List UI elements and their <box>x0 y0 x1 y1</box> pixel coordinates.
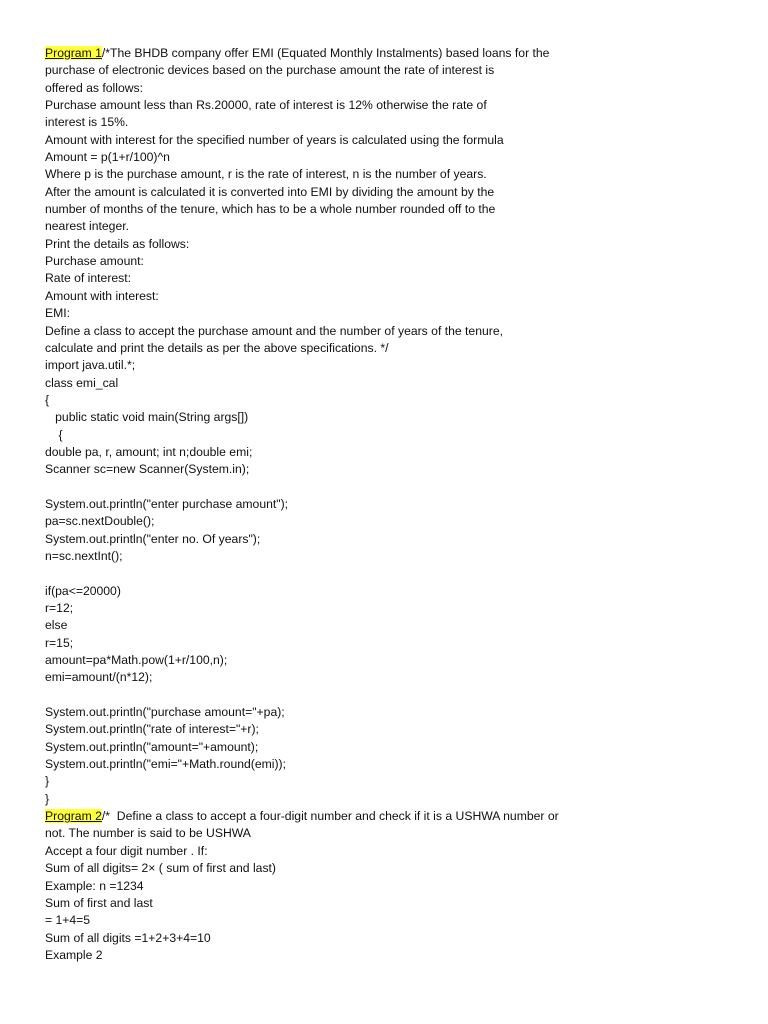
code-line: public static void main(String args[]) <box>45 410 249 425</box>
document-page <box>45 45 745 964</box>
program1-heading: Program 1 <box>45 46 102 60</box>
blank-line <box>45 565 745 582</box>
text-line: not. The number is said to be USHWA <box>45 826 251 841</box>
text-line: Example: n =1234 <box>45 878 144 893</box>
blank-line <box>45 479 745 496</box>
code-line: emi=amount/(n*12); <box>45 670 153 685</box>
program1-intro: /*The BHDB company offer EMI (Equated Monthly Instalments) based loans for the <box>101 46 550 60</box>
text-line: number of months of the tenure, which has to be a whole number rounded off to the <box>45 202 496 217</box>
code-line: System.out.println("amount="+amount); <box>45 739 259 754</box>
text-line: Sum of all digits= 2× ( sum of first and last) <box>45 861 276 876</box>
text-line: Amount with interest for the specified number of years is calculated using the formula <box>45 132 504 147</box>
text-line: interest is 15%. <box>45 115 129 130</box>
text-line: Example 2 <box>45 947 103 962</box>
text-line: Where p is the purchase amount, r is the rate of interest, n is the number of years. <box>45 167 487 182</box>
text-line: calculate and print the details as per the above specifications. */ <box>45 340 389 355</box>
code-line: System.out.println("purchase amount="+pa); <box>45 705 285 720</box>
text-line: Purchase amount: <box>45 254 144 269</box>
program2-heading-line <box>45 808 745 825</box>
text-line: Sum of all digits =1+2+3+4=10 <box>45 930 211 945</box>
text-line: Define a class to accept the purchase amount and the number of years of the tenure, <box>45 323 503 338</box>
text-line: Amount with interest: <box>45 288 159 303</box>
code-line: Scanner sc=new Scanner(System.in); <box>45 462 250 477</box>
code-line: if(pa<=20000) <box>45 583 121 598</box>
text-line: Rate of interest: <box>45 271 132 286</box>
text-line: Purchase amount less than Rs.20000, rate of interest is 12% otherwise the rate of <box>45 98 487 113</box>
text-line: offered as follows: <box>45 80 144 95</box>
code-line: amount=pa*Math.pow(1+r/100,n); <box>45 653 228 668</box>
code-line: { <box>45 427 63 442</box>
program2-heading: Program 2 <box>45 809 102 824</box>
code-line: System.out.println("emi="+Math.round(emi)); <box>45 757 286 772</box>
text-line: = 1+4=5 <box>45 913 91 928</box>
text-line: purchase of electronic devices based on the purchase amount the rate of interest is <box>45 63 495 78</box>
code-line: import java.util.*; <box>45 358 136 373</box>
text-line: Sum of first and last <box>45 895 153 910</box>
code-line: } <box>45 774 50 789</box>
code-line: pa=sc.nextDouble(); <box>45 514 155 529</box>
code-line: class emi_cal <box>45 375 119 390</box>
code-line: { <box>45 392 50 407</box>
text-line: Accept a four digit number . If: <box>45 843 208 858</box>
code-line: r=12; <box>45 601 74 615</box>
code-line: else <box>45 618 68 633</box>
formula-line: Amount = p(1+r/100)^n <box>45 150 170 165</box>
blank-line <box>45 687 745 704</box>
text-line: nearest integer. <box>45 219 130 234</box>
code-line: } <box>45 791 50 806</box>
text-line: After the amount is calculated it is converted into EMI by dividing the amount by the <box>45 184 495 199</box>
program1-heading-line <box>45 45 745 62</box>
program2-intro: /* Define a class to accept a four-digit number and check if it is a USHWA number or <box>101 809 559 824</box>
text-line: Print the details as follows: <box>45 236 190 251</box>
code-line: System.out.println("enter purchase amount"); <box>45 496 289 511</box>
code-line: double pa, r, amount; int n;double emi; <box>45 444 253 459</box>
code-line: System.out.println("rate of interest="+r); <box>45 722 259 737</box>
code-line: n=sc.nextInt(); <box>45 548 123 563</box>
code-line: System.out.println("enter no. Of years"); <box>45 531 261 546</box>
code-line: r=15; <box>45 635 74 650</box>
text-line: EMI: <box>45 306 71 321</box>
